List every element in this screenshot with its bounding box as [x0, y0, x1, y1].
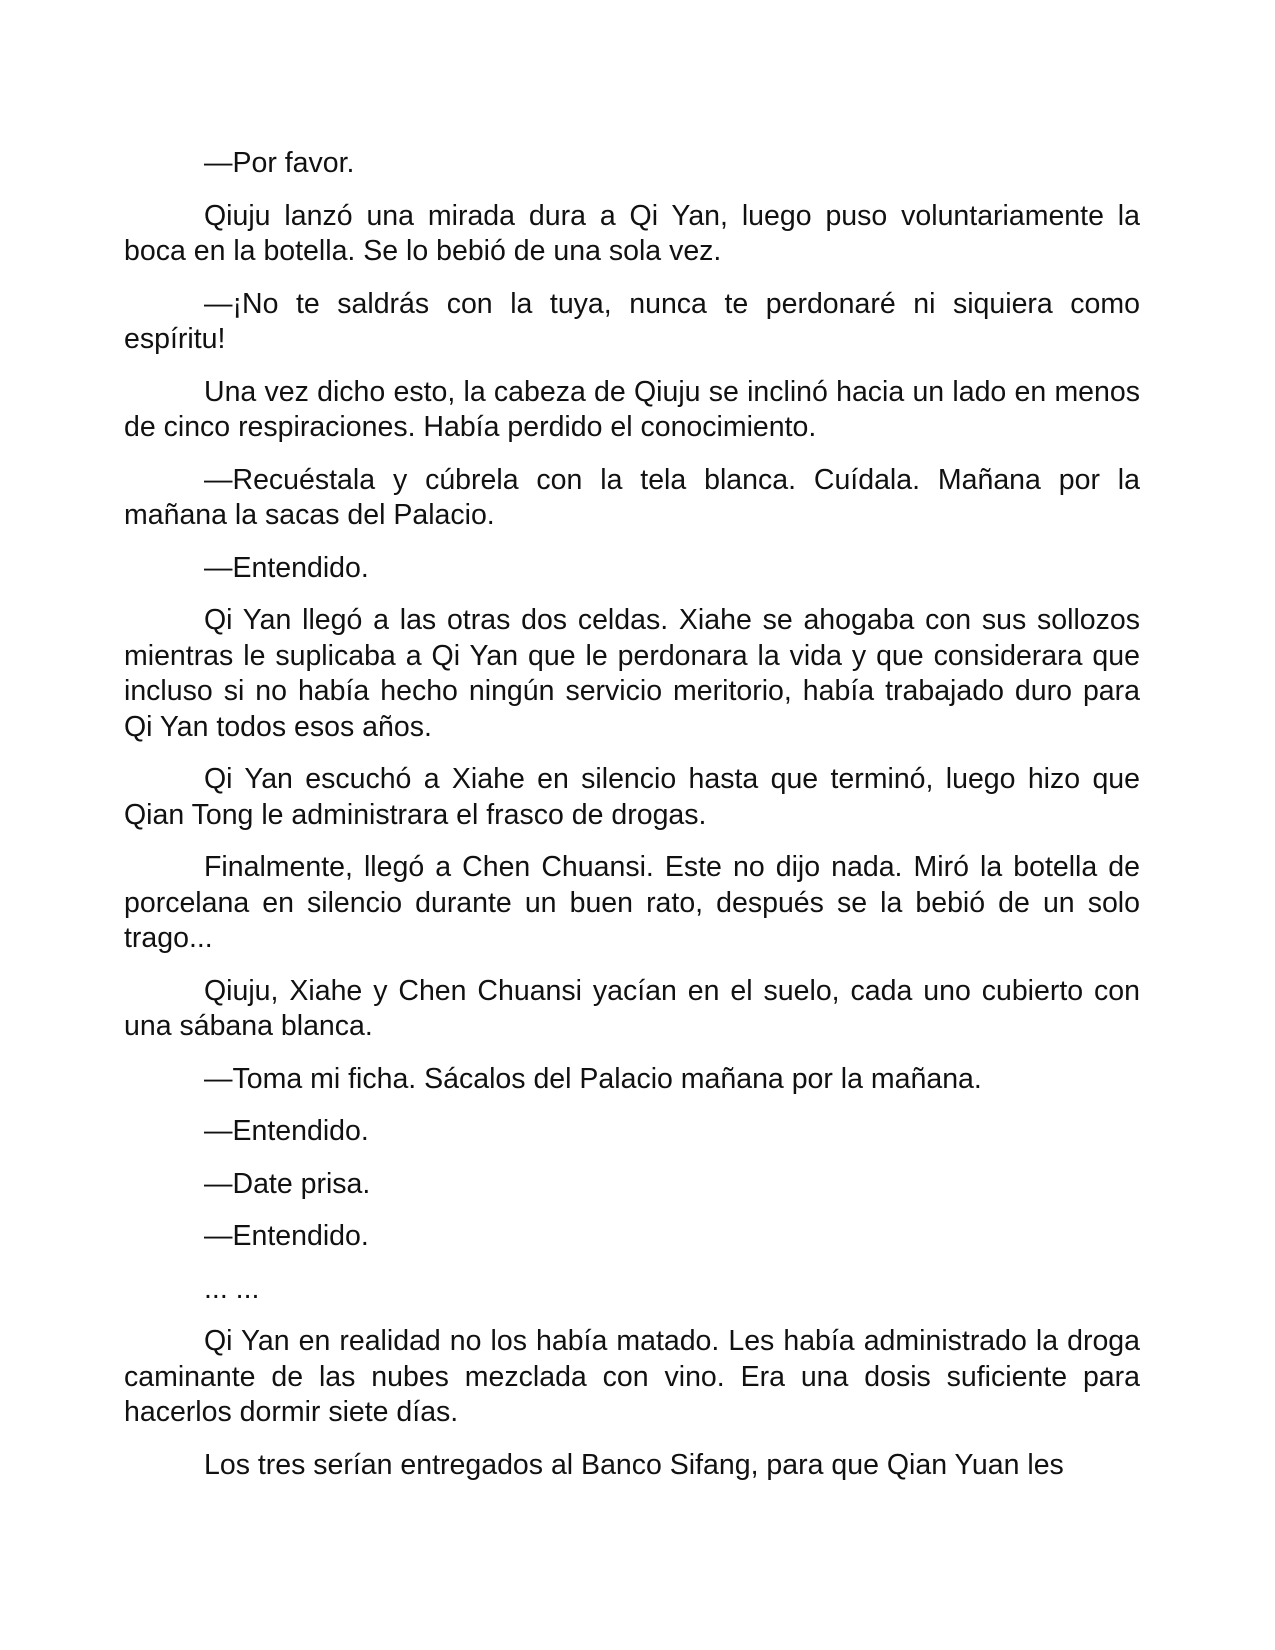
paragraph: ... ...: [204, 1272, 260, 1305]
paragraph: —Entendido.: [204, 551, 369, 584]
document-body: [124, 146, 1140, 1500]
paragraph: Finalmente, llegó a Chen Chuansi. Este no dijo nada. Miró la botella de porcelana en silencio durante un buen rato, después se la bebió de un solo trago...: [124, 851, 1140, 954]
paragraph: —Recuéstala y cúbrela con la tela blanca. Cuídala. Mañana por la mañana la sacas del Palacio.: [124, 463, 1140, 531]
paragraph: —Entendido.: [204, 1220, 369, 1252]
paragraph: —Toma mi ficha. Sácalos del Palacio mañana por la mañana.: [204, 1062, 982, 1095]
paragraph: Qiuju, Xiahe y Chen Chuansi yacían en el suelo, cada uno cubierto con una sábana blanca.: [124, 974, 1140, 1042]
paragraph: —Date prisa.: [204, 1167, 371, 1200]
paragraph: Una vez dicho esto, la cabeza de Qiuju se inclinó hacia un lado en menos de cinco respiraciones. Había perdido el conocimiento.: [124, 375, 1140, 443]
paragraph: —¡No te saldrás con la tuya, nunca te perdonaré ni siquiera como espíritu!: [124, 287, 1140, 355]
paragraph: —Entendido.: [204, 1115, 369, 1147]
paragraph: Qiuju lanzó una mirada dura a Qi Yan, luego puso voluntariamente la boca en la botella. Se lo bebió de una sola vez.: [124, 199, 1140, 267]
paragraph: Qi Yan escuchó a Xiahe en silencio hasta que terminó, luego hizo que Qian Tong le administrara el frasco de drogas.: [124, 763, 1140, 831]
paragraph: Los tres serían entregados al Banco Sifang, para que Qian Yuan les: [204, 1448, 1064, 1481]
paragraph: Qi Yan llegó a las otras dos celdas. Xiahe se ahogaba con sus sollozos mientras le suplicaba a Qi Yan que le perdonara la vida y que considerara que incluso si no había hecho ningún servicio meritorio, había trabajado duro para Qi Yan todos esos años.: [124, 604, 1140, 743]
paragraph: —Por favor.: [204, 147, 355, 179]
paragraph: Qi Yan en realidad no los había matado. Les había administrado la droga caminante de las nubes mezclada con vino. Era una dosis suficiente para hacerlos dormir siete días.: [124, 1325, 1140, 1428]
